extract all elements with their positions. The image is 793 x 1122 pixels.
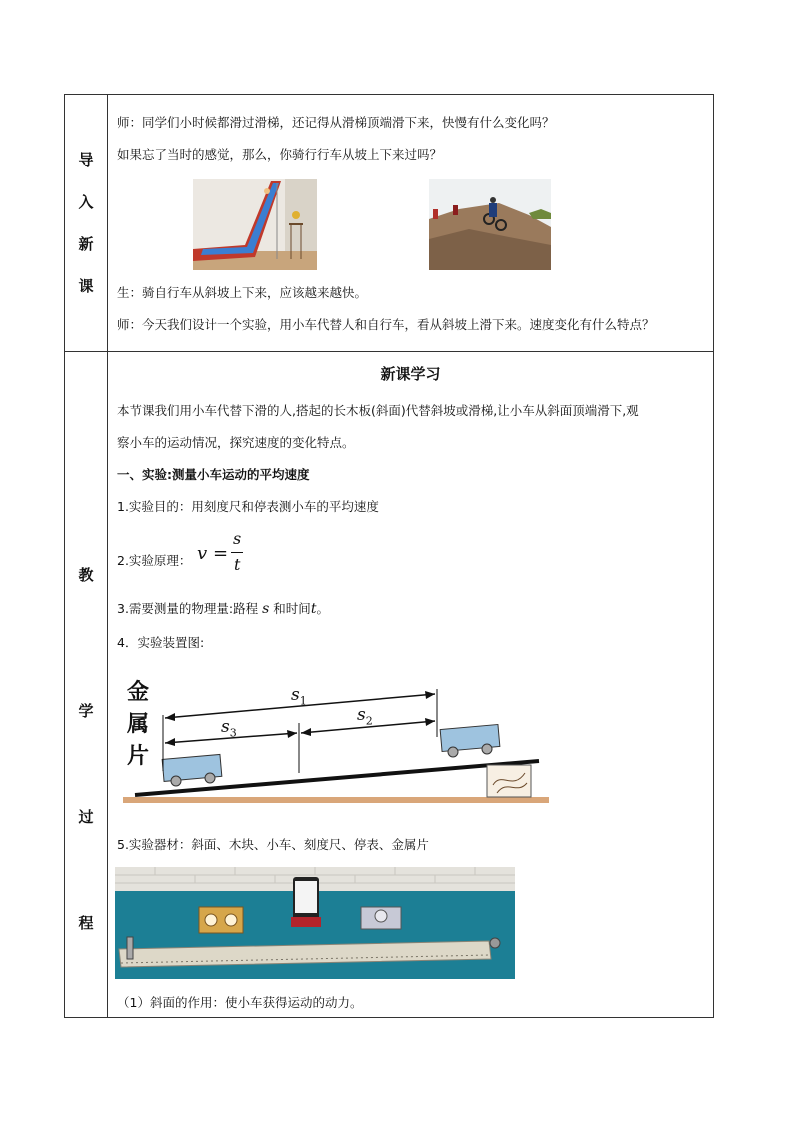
experiment-diagram	[121, 675, 553, 805]
side-char-process-4: 程	[78, 914, 94, 932]
item-6: （1）斜面的作用：使小车获得运动的动力。	[117, 995, 363, 1010]
fraction-bar	[231, 552, 243, 553]
item-3-t: t	[310, 601, 317, 617]
equipment-photo	[115, 867, 515, 979]
s2-symbol: s	[357, 705, 366, 725]
formula-eq: =	[213, 543, 229, 564]
row-divider	[65, 351, 713, 352]
section-heading-1: 一、实验:测量小车运动的平均速度	[117, 467, 310, 482]
side-char-process-2: 学	[78, 702, 94, 720]
side-char-intro-4: 课	[78, 277, 94, 295]
side-char-process-1: 教	[78, 566, 94, 584]
slide-photo	[193, 179, 317, 270]
formula-denominator: t	[234, 555, 241, 574]
intro-line-2: 如果忘了当时的感觉，那么，你骑行行车从坡上下来过吗？	[117, 147, 443, 162]
item-5: 5.实验器材：斜面、木块、小车、刻度尺、停表、金属片	[117, 837, 429, 852]
s3-label	[221, 717, 237, 739]
lesson-table	[64, 94, 714, 1018]
item-1: 1.实验目的：用刻度尺和停表测小车的平均速度	[117, 499, 379, 514]
formula-v: v	[197, 543, 208, 564]
lesson-para-1a: 本节课我们用小车代替下滑的人,搭起的长木板(斜面)代替斜坡或滑梯,让小车从斜面顶端滑下,观	[117, 403, 639, 418]
item-3-end: 。	[316, 601, 329, 616]
bike-photo	[429, 179, 551, 270]
plate-char-1: 金	[127, 680, 150, 705]
column-divider	[107, 95, 108, 1017]
s2-subscript: 2	[365, 714, 373, 728]
s3-subscript: 3	[229, 726, 237, 740]
s3-symbol: s	[221, 717, 230, 737]
item-2-label: 2.实验原理：	[117, 553, 192, 568]
intro-line-4: 师：今天我们设计一个实验，用小车代替人和自行车，看从斜坡上滑下来。速度变化有什么特点？	[117, 317, 655, 332]
side-char-intro-3: 新	[78, 235, 94, 253]
item-3-s: s	[262, 601, 270, 617]
side-char-process-3: 过	[78, 808, 94, 826]
section-title: 新课学习	[380, 365, 441, 383]
s1-symbol: s	[291, 685, 300, 705]
item-3-mid: 和时间	[273, 601, 311, 616]
lesson-para-1b: 察小车的运动情况，探究速度的变化特点。	[117, 435, 355, 450]
intro-line-1: 师：同学们小时候都滑过滑梯，还记得从滑梯顶端滑下来，快慢有什么变化吗？	[117, 115, 555, 130]
item-4: 4．实验装置图:	[117, 635, 205, 650]
side-char-intro-1: 导	[78, 151, 94, 169]
metal-plate-label	[127, 677, 149, 773]
s1-label	[291, 685, 307, 707]
s1-subscript: 1	[299, 694, 307, 708]
formula-numerator: s	[233, 529, 242, 548]
item-3-pre: 3.需要测量的物理量:路程	[117, 601, 259, 616]
plate-char-2: 属	[127, 712, 150, 737]
s2-label	[357, 705, 373, 727]
intro-line-3: 生：骑自行车从斜坡上下来，应该越来越快。	[117, 285, 368, 300]
side-char-intro-2: 入	[78, 193, 94, 211]
plate-char-3: 片	[127, 744, 150, 769]
item-3	[117, 601, 329, 617]
